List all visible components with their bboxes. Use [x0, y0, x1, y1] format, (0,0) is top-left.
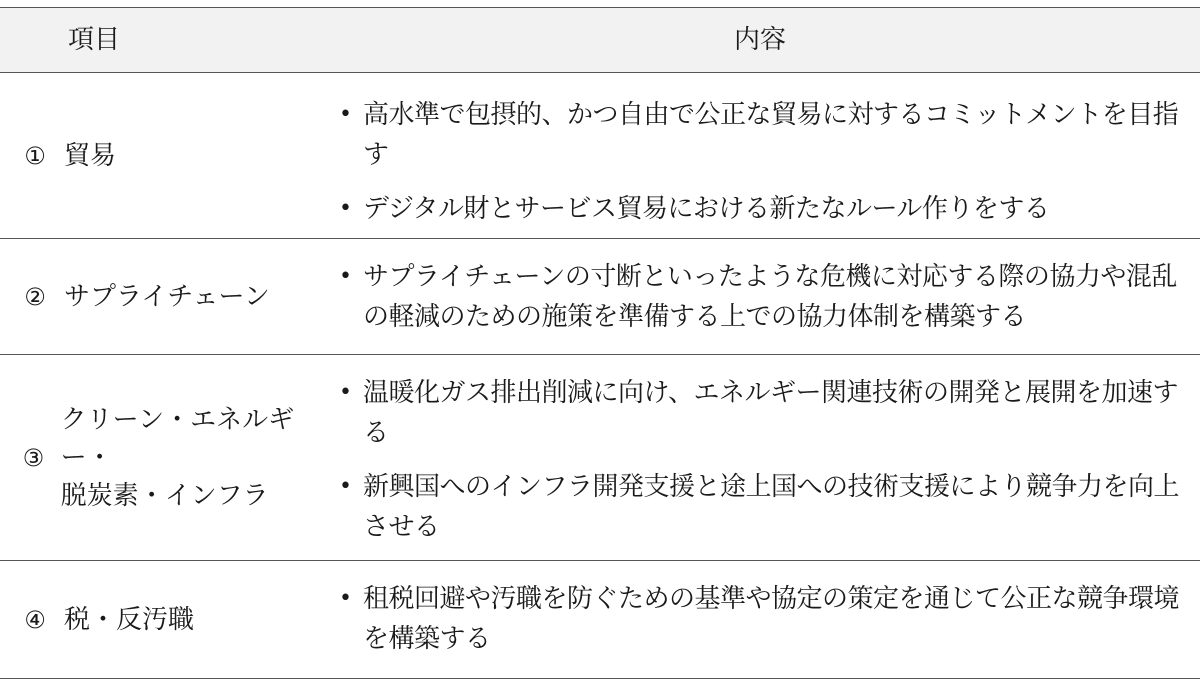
table-row	[0, 73, 1200, 239]
bullet-text: デジタル財とサービス貿易における新たなルール作りをする	[363, 194, 1050, 224]
bullet-list	[333, 373, 1190, 547]
row-number: ③	[22, 443, 45, 472]
list-item	[333, 467, 1190, 547]
row-number: ②	[24, 282, 46, 311]
row-number: ④	[24, 605, 46, 634]
row-label	[18, 73, 318, 238]
list-item	[333, 373, 1190, 453]
table-row	[0, 561, 1200, 679]
bullet-list	[333, 257, 1190, 337]
bullet-text: 租税回避や汚職を防ぐための基準や協定の策定を通じて公正な競争環境を構築する	[363, 584, 1180, 654]
bullet-dot-icon: •	[339, 586, 352, 611]
bullet-list	[333, 579, 1190, 659]
header-content: 内容	[733, 25, 786, 55]
bullet-text: サプライチェーンの寸断といったような危機に対応する際の協力や混乱の軽減のための施策を準備する上での協力体制を構築する	[363, 262, 1177, 332]
bullet-list	[333, 95, 1190, 229]
table-row	[0, 239, 1200, 355]
list-item	[333, 257, 1190, 337]
row-label	[18, 561, 318, 678]
row-label-text: サプライチェーン	[64, 281, 270, 312]
row-label-text: クリーン・エネルギー・ 脱炭素・インフラ	[60, 404, 295, 511]
table-header	[0, 7, 1200, 73]
bullet-dot-icon: •	[339, 380, 352, 405]
bullet-dot-icon: •	[339, 102, 352, 127]
bullet-dot-icon: •	[339, 196, 352, 221]
bullet-text: 新興国へのインフラ開発支援と途上国への技術支援により競争力を向上させる	[363, 472, 1180, 542]
row-label	[18, 239, 318, 354]
table-row	[0, 355, 1200, 561]
row-number: ①	[24, 141, 46, 170]
bullet-dot-icon: •	[339, 474, 352, 499]
header-item: 項目	[68, 25, 121, 55]
row-label-text: 貿易	[64, 140, 117, 171]
list-item	[333, 189, 1190, 229]
row-label-text: 税・反汚職	[64, 604, 195, 635]
bullet-text: 高水準で包摂的、かつ自由で公正な貿易に対するコミットメントを目指す	[363, 100, 1179, 170]
row-label	[18, 355, 318, 560]
list-item	[333, 95, 1190, 175]
bullet-dot-icon: •	[339, 264, 352, 289]
bullet-text: 温暖化ガス排出削減に向け、エネルギー関連技術の開発と展開を加速する	[363, 378, 1178, 448]
list-item	[333, 579, 1190, 659]
